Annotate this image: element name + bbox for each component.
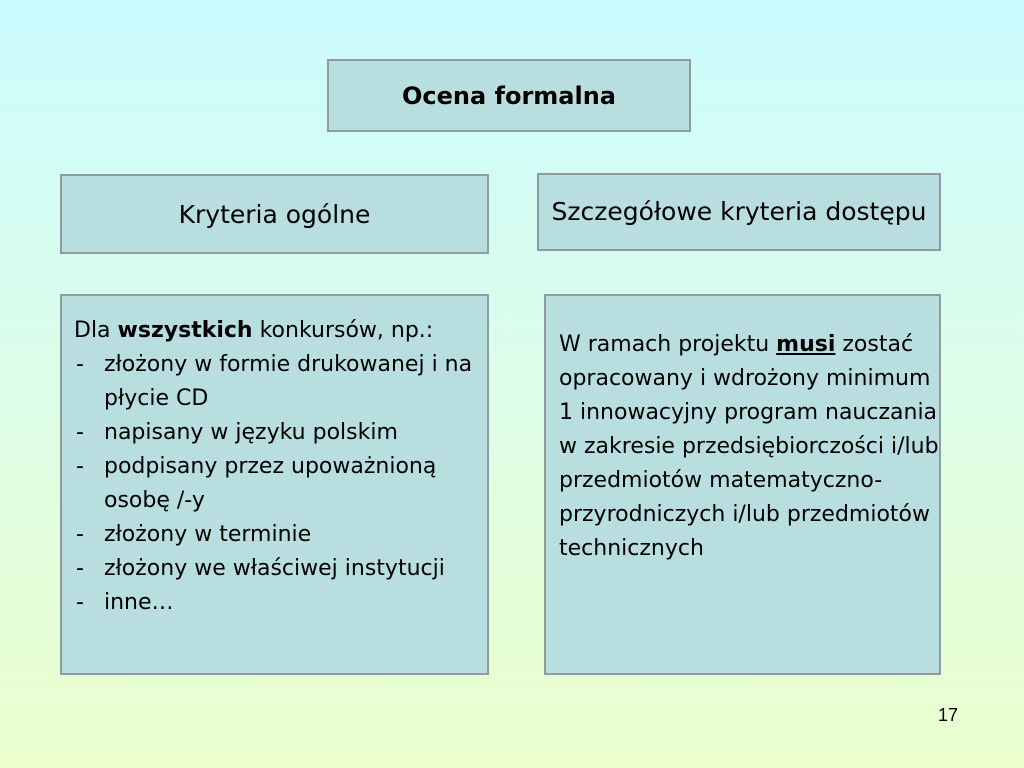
list-item: - złożony w formie drukowanej i na płycie CD bbox=[74, 348, 487, 416]
intro-bold: wszystkich bbox=[117, 318, 253, 343]
list-item: - napisany w języku polskim bbox=[74, 416, 487, 450]
list-item: - podpisany przez upoważnioną osobę /-y bbox=[74, 450, 487, 518]
list-item: - złożony we właściwej instytucji bbox=[74, 552, 487, 586]
intro-prefix: Dla bbox=[74, 318, 118, 343]
detailed-prefix: W ramach projektu bbox=[559, 332, 777, 357]
detailed-criteria-label: Szczegółowe kryteria dostępu bbox=[551, 197, 927, 226]
slide-title: Ocena formalna bbox=[401, 81, 617, 110]
detailed-suffix: zostać opracowany i wdrożony minimum 1 innowacyjny program nauczania w zakresie przedsiębiorczości i/lub przedmiotów matematyczno-przyrodniczych i/lub przedmiotów technicznych bbox=[559, 332, 939, 561]
general-criteria-intro bbox=[74, 314, 487, 348]
title-box bbox=[327, 59, 691, 132]
general-criteria-content bbox=[60, 294, 489, 675]
detailed-criteria-header bbox=[537, 173, 941, 251]
general-criteria-list bbox=[74, 348, 487, 620]
page-number: 17 bbox=[938, 705, 959, 725]
detailed-criteria-content bbox=[544, 294, 941, 675]
list-item: - złożony w terminie bbox=[74, 518, 487, 552]
detailed-emphasis: musi bbox=[776, 332, 836, 357]
general-criteria-header bbox=[60, 174, 489, 254]
intro-suffix: konkursów, np.: bbox=[252, 318, 434, 343]
list-item: - inne… bbox=[74, 586, 487, 620]
general-criteria-label: Kryteria ogólne bbox=[178, 199, 371, 229]
